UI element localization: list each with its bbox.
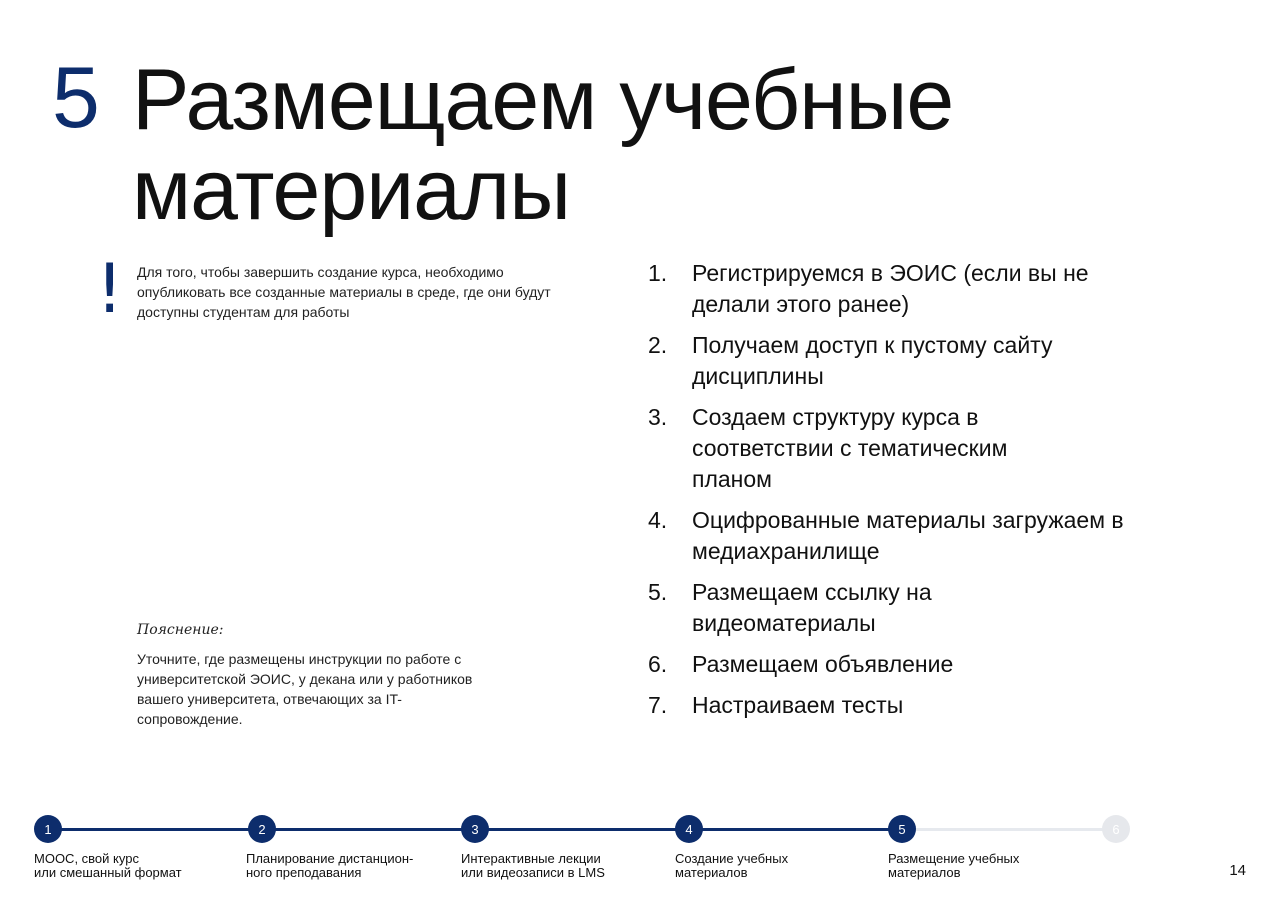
step-text: Оцифрованные материалы загружаем в медиахранилище bbox=[692, 507, 1124, 564]
step-item bbox=[648, 649, 1208, 680]
stage-3-label: Интерактивные лекции или видеозаписи в LMS bbox=[461, 851, 605, 880]
step-item bbox=[648, 577, 1208, 639]
step-number: 7. bbox=[648, 692, 668, 718]
step-number: 2. bbox=[648, 332, 668, 358]
step-text: Размещаем объявление bbox=[692, 651, 954, 677]
stage-1-node[interactable]: 1 bbox=[34, 815, 62, 843]
stage-6-node[interactable]: 6 bbox=[1102, 815, 1130, 843]
stage-4-node[interactable]: 4 bbox=[675, 815, 703, 843]
step-item bbox=[648, 258, 1208, 320]
explanation-text: Уточните, где размещены инструкции по работе с университетской ЭОИС, у декана или у работников вашего университета, отвечающих за IT-сопровождение. bbox=[137, 651, 473, 727]
step-item bbox=[648, 690, 1208, 721]
step-number: 3. bbox=[648, 404, 668, 430]
step-text: Настраиваем тесты bbox=[692, 692, 904, 718]
page-number: 14 bbox=[1229, 862, 1246, 879]
step-number: 6. bbox=[648, 651, 668, 677]
stage-5-label: Размещение учебных материалов bbox=[888, 851, 1020, 880]
step-text: Регистрируемся в ЭОИС (если вы не делали этого ранее) bbox=[692, 260, 1089, 317]
step-number: 4. bbox=[648, 507, 668, 533]
stage-2-label: Планирование дистанцион- ного преподавания bbox=[246, 851, 414, 880]
step-item bbox=[648, 330, 1208, 392]
step-number: 5. bbox=[648, 579, 668, 605]
step-item bbox=[648, 505, 1208, 567]
note-text: Для того, чтобы завершить создание курса, необходимо опубликовать все созданные материалы в среде, где они будут доступны студентам для работы bbox=[137, 264, 551, 320]
step-text: Создаем структуру курса в соответствии с тематическим планом bbox=[692, 404, 1008, 492]
explanation-heading: Пояснение: bbox=[137, 622, 224, 638]
stage-5-node[interactable]: 5 bbox=[888, 815, 916, 843]
steps-list bbox=[648, 258, 1208, 731]
stage-3-node[interactable]: 3 bbox=[461, 815, 489, 843]
step-item bbox=[648, 402, 1208, 495]
stage-1-label: MOOC, свой курс или смешанный формат bbox=[34, 851, 182, 880]
stage-4-label: Создание учебных материалов bbox=[675, 851, 789, 880]
progress-track-remaining bbox=[902, 828, 1116, 831]
slide-title: Размещаем учебные материалы bbox=[132, 52, 954, 239]
slide-number: 5 bbox=[52, 50, 99, 146]
step-text: Размещаем ссылку на видеоматериалы bbox=[692, 579, 932, 636]
step-number: 1. bbox=[648, 260, 668, 286]
stage-2-node[interactable]: 2 bbox=[248, 815, 276, 843]
exclamation-icon: ! bbox=[96, 250, 124, 329]
step-text: Получаем доступ к пустому сайту дисциплины bbox=[692, 332, 1053, 389]
